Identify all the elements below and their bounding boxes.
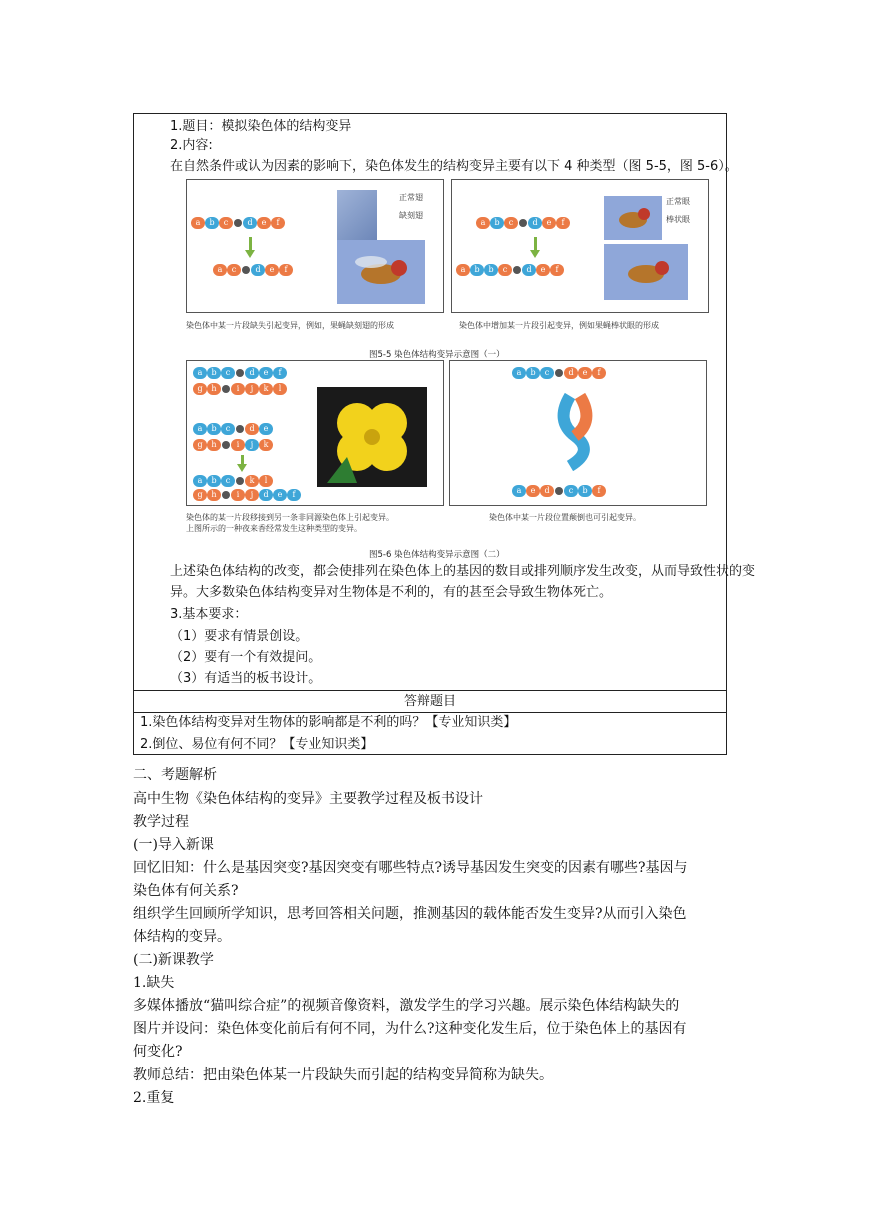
- chromosome-original: a b c d e f: [191, 217, 285, 229]
- subheading-deletion: 1.缺失: [133, 975, 175, 991]
- fly-photo: [337, 240, 425, 304]
- arrow-line-2: [534, 237, 537, 251]
- flower-icon: [317, 387, 427, 487]
- paragraph: 组织学生回顾所学知识，思考回答相关问题，推测基因的载体能否发生变异?从而引入染色: [133, 906, 687, 922]
- fig3-caption-1: 染色体的某一片段移接到另一条非同源染色体上引起变异。: [186, 513, 394, 522]
- lesson-title: 高中生物《染色体结构的变异》主要教学过程及板书设计: [133, 791, 483, 807]
- chromosome-before-inversion: a b c d e f: [512, 367, 606, 379]
- chromosome-result-a: a b c k l: [193, 475, 273, 487]
- chromosome-result-g: g h i j d e f: [193, 489, 301, 501]
- section-heading: 二、考题解析: [133, 767, 217, 783]
- down-arrow-icon: [530, 250, 540, 258]
- figure-inversion: [449, 360, 707, 506]
- intro-heading: (一)导入新课: [133, 837, 214, 853]
- label-normal-eye: 正常眼: [666, 197, 690, 206]
- requirements-title: 3.基本要求：: [170, 607, 248, 622]
- figure-deletion: [186, 179, 444, 313]
- fig55-title: 图5-5 染色体结构变异示意图（一）: [369, 350, 505, 360]
- figure-translocation: [186, 360, 444, 506]
- requirement-2: （2）要有一个有效提问。: [170, 650, 322, 665]
- down-arrow-icon: [237, 464, 247, 472]
- task-content-text: 在自然条件或认为因素的影响下，染色体发生的结构变异主要有以下 4 种类型（图 5-5，图 5-6）。: [170, 159, 738, 174]
- new-lesson-heading: (二)新课教学: [133, 952, 214, 968]
- chromosome-cross-g: g h i j k: [193, 439, 273, 451]
- figure-duplication: [451, 179, 709, 313]
- table-divider: [134, 712, 726, 713]
- chromosome-original-2: a b c d e f: [476, 217, 570, 229]
- label-normal-wing: 正常翅: [399, 193, 423, 202]
- fig56-title: 图5-6 染色体结构变异示意图（二）: [369, 550, 505, 560]
- fruit-fly-icon: [337, 240, 425, 304]
- chromosome-cross-a: a b c d e: [193, 423, 273, 435]
- subheading-duplication: 2.重复: [133, 1090, 175, 1106]
- label-notch-wing: 缺刻翅: [399, 211, 423, 220]
- chromosome-g: g h i j k l: [193, 383, 287, 395]
- paragraph: 染色体有何关系?: [133, 883, 239, 899]
- summary-para-1: 上述染色体结构的改变，都会使排列在染色体上的基因的数目或排列顺序发生改变，从而导致性状的变: [170, 564, 756, 579]
- arrow-line: [249, 237, 252, 251]
- qa-header: 答辩题目: [403, 694, 456, 709]
- fig4-caption: 染色体中某一片段位置颠倒也可引起变异。: [489, 513, 641, 522]
- task-table: [133, 113, 756, 755]
- task-title: 1.题目：模拟染色体的结构变异: [170, 119, 352, 134]
- task-content-label: 2.内容:: [170, 138, 213, 153]
- paragraph: 多媒体播放“猫叫综合症”的视频音像资料，激发学生的学习兴趣。展示染色体结构缺失的: [133, 998, 680, 1014]
- paragraph: 教师总结：把由染色体某一片段缺失而引起的结构变异简称为缺失。: [133, 1067, 553, 1083]
- chromosome-after-inversion: a e d c b f: [512, 485, 606, 497]
- requirement-1: （1）要求有情景创设。: [170, 629, 309, 644]
- requirement-3: （3）有适当的板书设计。: [170, 671, 322, 686]
- wing-photo: [337, 190, 377, 242]
- fig1-caption: 染色体中某一片段缺失引起变异，例如，果蝇缺刻翅的形成: [186, 321, 394, 330]
- fig3-caption-2: 上图所示的一种夜来香经常发生这种类型的变异。: [186, 524, 362, 533]
- qa-question-2: 2.倒位、易位有何不同？【专业知识类】: [140, 737, 374, 752]
- chromosome-a: a b c d e f: [193, 367, 287, 379]
- chromosome-deleted: a c d e f: [213, 264, 293, 276]
- paragraph: 图片并设问：染色体变化前后有何不同，为什么?这种变化发生后，位于染色体上的基因有: [133, 1021, 687, 1037]
- flower-photo: [317, 387, 427, 487]
- paragraph: 何变化?: [133, 1044, 183, 1060]
- paragraph: 体结构的变异。: [133, 929, 231, 945]
- down-arrow-icon: [245, 250, 255, 258]
- fig2-caption: 染色体中增加某一片段引起变异，例如果蝇棒状眼的形成: [459, 321, 659, 330]
- fruit-fly-icon: [604, 196, 662, 240]
- summary-para-2: 异。大多数染色体结构变异对生物体是不利的，有的甚至会导致生物体死亡。: [170, 585, 613, 600]
- fly-photo-bar: [604, 244, 688, 300]
- fruit-fly-icon: [604, 244, 688, 300]
- chromosome-duplicated: a b b c d e f: [456, 264, 564, 276]
- qa-question-1: 1.染色体结构变异对生物体的影响都是不利的吗？【专业知识类】: [140, 715, 517, 730]
- fly-photo-normal: [604, 196, 662, 240]
- process-heading: 教学过程: [133, 814, 189, 830]
- paragraph: 回忆旧知：什么是基因突变?基因突变有哪些特点?诱导基因发生突变的因素有哪些?基因与: [133, 860, 688, 876]
- label-bar-eye: 棒状眼: [666, 215, 690, 224]
- inversion-loop-icon: [550, 391, 600, 471]
